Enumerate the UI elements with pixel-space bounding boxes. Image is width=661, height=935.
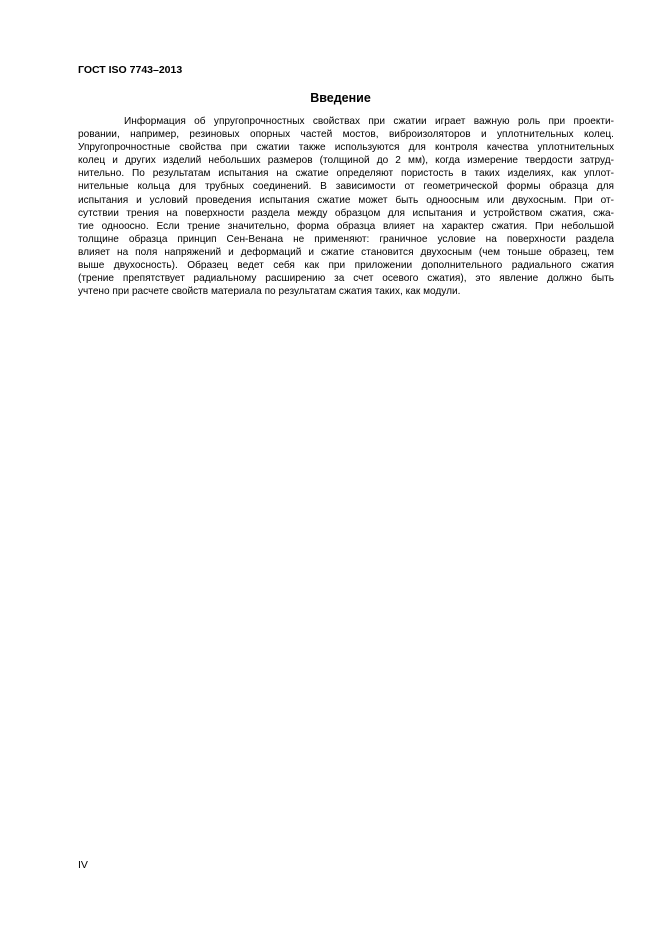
section-title bbox=[0, 91, 661, 105]
introduction-paragraph bbox=[78, 115, 614, 298]
paragraph-line: тие одноосно. Если трение значительно, форма образца влияет на характер сжатия. При небольшой bbox=[78, 220, 614, 232]
paragraph-line: выше двухосность). Образец ведет себя как при приложении дополнительного радиального сжатия bbox=[78, 260, 614, 272]
section-title-text: Введение bbox=[310, 91, 371, 105]
standard-id-header: ГОСТ ISO 7743–2013 bbox=[78, 64, 183, 76]
paragraph-line: колец и других изделий небольших размеров (толщиной до 2 мм), когда измерение твердости затруд- bbox=[78, 155, 614, 167]
paragraph-line: влияет на поля напряжений и деформаций и сжатие становится двухосным (чем тоньше образец, тем bbox=[78, 246, 614, 258]
paragraph-line: нительно. По результатам испытания на сжатие определяют пористость в таких изделиях, как уплот- bbox=[78, 168, 614, 180]
paragraph-line: (трение препятствует радиальному расширению за счет осевого сжатия), это явление должно быть bbox=[78, 273, 614, 285]
paragraph-line: толщине образца принцип Сен-Венана не применяют: граничное условие на поверхности раздела bbox=[78, 233, 614, 245]
paragraph-line: сутствии трения на поверхности раздела между образцом для испытания и устройством сжатия, сжа- bbox=[78, 207, 614, 219]
paragraph-line: ровании, например, резиновых опорных частей мостов, виброизоляторов и уплотнительных колец. bbox=[78, 129, 614, 141]
page-number: IV bbox=[78, 859, 88, 871]
paragraph-line: нительные кольца для трубных соединений. В зависимости от геометрической формы образца для bbox=[78, 181, 614, 193]
paragraph-line: испытания и условий проведения испытания сжатие может быть одноосным или двухосным. При от- bbox=[78, 194, 614, 206]
paragraph-line: учтено при расчете свойств материала по результатам сжатия таких, как модули. bbox=[78, 286, 461, 298]
paragraph-line: Информация об упругопрочностных свойствах при сжатии играет важную роль при проекти- bbox=[124, 116, 614, 127]
paragraph-line: Упругопрочностные свойства при сжатии также используются для контроля качества уплотнительных bbox=[78, 142, 614, 154]
